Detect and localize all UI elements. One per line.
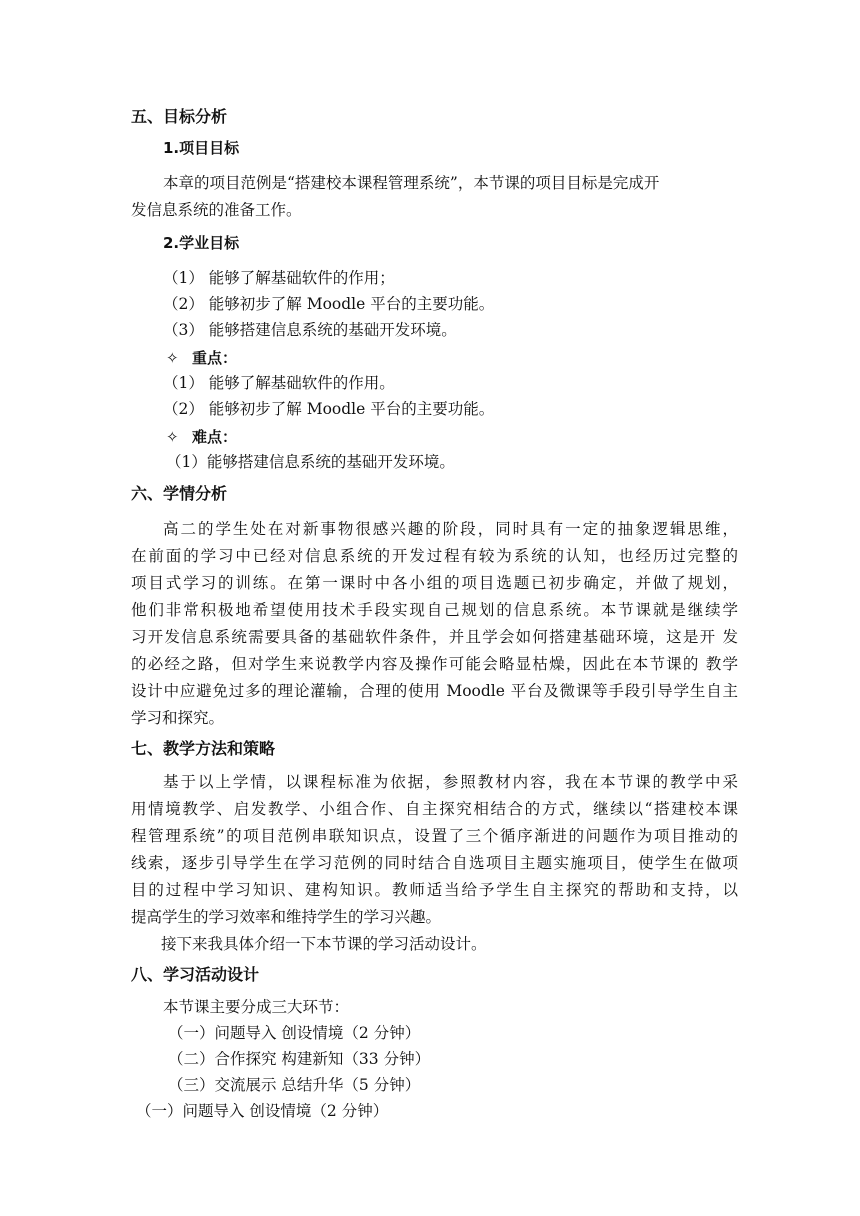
difficulty-label: 难点： xyxy=(192,428,238,446)
list-item: （一）问题导入 创设情境（2 分钟） xyxy=(168,1024,421,1042)
paragraph-line: 本章的项目范例是“搭建校本课程管理系统”，本节课的项目目标是完成开 xyxy=(163,174,660,192)
paragraph-line: 本节课主要分成三大环节： xyxy=(163,998,350,1016)
key-point-heading xyxy=(166,347,237,369)
paragraph-line: 接下来我具体介绍一下本节课的学习活动设计。 xyxy=(161,935,487,953)
list-item: （二）合作探究 构建新知（33 分钟） xyxy=(168,1050,431,1068)
paragraph-line: 设计中应避免过多的理论灌输，合理的使用 Moodle 平台及微课等手段引导学生自主 xyxy=(131,682,738,700)
list-item: （1） 能够了解基础软件的作用。 xyxy=(163,374,395,392)
list-item: （3） 能够搭建信息系统的基础开发环境。 xyxy=(163,321,457,339)
paragraph-line: 高二的学生处在对新事物很感兴趣的阶段，同时具有一定的抽象逻辑思维， xyxy=(163,520,738,538)
section-title-learner-analysis: 六、学情分析 xyxy=(131,484,228,503)
difficulty-heading xyxy=(166,426,237,448)
paragraph-line: 用情境教学、启发教学、小组合作、自主探究相结合的方式，继续以“搭建校本课 xyxy=(131,800,738,818)
list-item: （1）能够搭建信息系统的基础开发环境。 xyxy=(166,453,455,471)
subsection-title-project-goal: 1.项目目标 xyxy=(163,139,240,157)
key-point-label: 重点： xyxy=(192,349,238,367)
paragraph-line: 程管理系统”的项目范例串联知识点，设置了三个循序渐进的问题作为项目推动的 xyxy=(131,827,738,845)
diamond-bullet-icon: ✧ xyxy=(166,428,179,446)
diamond-bullet-icon: ✧ xyxy=(166,349,179,367)
paragraph-line: 项目式学习的训练。在第一课时中各小组的项目选题已初步确定，并做了规划， xyxy=(131,574,738,592)
list-item: （三）交流展示 总结升华（5 分钟） xyxy=(168,1076,421,1094)
paragraph-line: 在前面的学习中已经对信息系统的开发过程有较为系统的认知，也经历过完整的 xyxy=(131,547,738,565)
paragraph-line: 的必经之路，但对学生来说教学内容及操作可能会略显枯燥，因此在本节课的 教学 xyxy=(131,655,738,673)
list-item: （2） 能够初步了解 Moodle 平台的主要功能。 xyxy=(163,400,495,418)
paragraph-line: 学习和探究。 xyxy=(131,709,225,727)
paragraph-line: 线索，逐步引导学生在学习范例的同时结合自选项目主题实施项目，使学生在做项 xyxy=(131,854,738,872)
section-title-activity-design: 八、学习活动设计 xyxy=(131,965,260,984)
list-item: （2） 能够初步了解 Moodle 平台的主要功能。 xyxy=(163,295,495,313)
paragraph-line: 基于以上学情，以课程标准为依据，参照教材内容，我在本节课的教学中采 xyxy=(163,773,738,791)
paragraph-line: 他们非常积极地希望使用技术手段实现自己规划的信息系统。本节课就是继续学 xyxy=(131,601,738,619)
section-title-teaching-methods: 七、教学方法和策略 xyxy=(131,739,276,758)
list-item: （1） 能够了解基础软件的作用； xyxy=(163,269,395,287)
paragraph-line: 习开发信息系统需要具备的基础软件条件，并且学会如何搭建基础环境，这是开 发 xyxy=(131,628,738,646)
subsection-title-stage-one: （一）问题导入 创设情境（2 分钟） xyxy=(136,1102,389,1120)
paragraph-line: 目的过程中学习知识、建构知识。教师适当给予学生自主探究的帮助和支持，以 xyxy=(131,881,738,899)
subsection-title-academic-goal: 2.学业目标 xyxy=(163,234,240,252)
paragraph-line: 发信息系统的准备工作。 xyxy=(131,201,302,219)
paragraph-line: 提高学生的学习效率和维持学生的学习兴趣。 xyxy=(131,908,442,926)
section-title-goal-analysis: 五、目标分析 xyxy=(131,107,228,126)
